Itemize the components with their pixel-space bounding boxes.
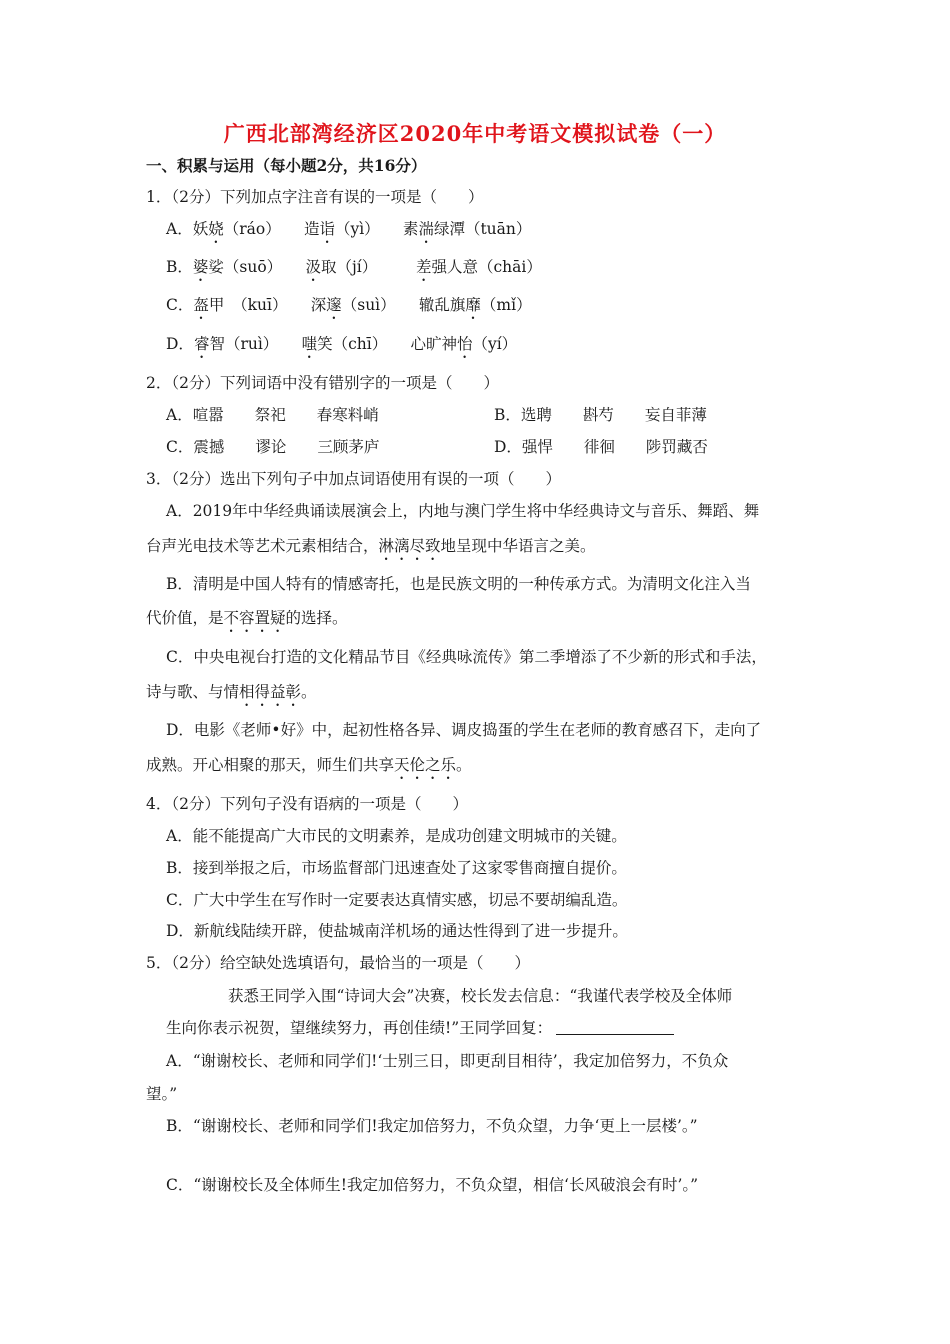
q1-option-b: B．婆娑（suō） 汲取（jí） 差强人意（chāi） (166, 258, 542, 276)
emphasis-char: 邃 (326, 296, 342, 314)
emphasis-char: 靡 (465, 296, 481, 314)
q4-option-a: A．能不能提高广大市民的文明素养，是成功创建文明城市的关键。 (166, 827, 627, 845)
emphasis-phrase: 天伦之乐 (394, 756, 457, 774)
q3-option-a-line1: A．2019年中华经典诵读展演会上，内地与澳门学生将中华经典诗文与音乐、舞蹈、舞 (166, 502, 760, 520)
emphasis-char: 嗤 (301, 335, 318, 353)
emphasis-char: 盔 (193, 296, 209, 314)
q5-option-b: B．“谢谢校长、老师和同学们!我定加倍努力，不负众望，力争‘更上一层楼’。” (166, 1117, 698, 1135)
emphasis-char: 差 (415, 258, 432, 276)
q1-option-d: D．睿智（ruì） 嗤笑（chī） 心旷神怡（yí） (166, 335, 518, 353)
page-title: 广西北部湾经济区2020年中考语文模拟试卷（一） (223, 121, 727, 146)
q2-stem: 2．（2分）下列词语中没有错别字的一项是（ ） (146, 374, 499, 392)
q1-option-c: C．盔甲 （kuī） 深邃（suì） 辙乱旗靡（mǐ） (166, 296, 532, 314)
emphasis-phrase: 不容置疑 (223, 609, 286, 627)
emphasis-char: 湍 (418, 220, 434, 238)
q5-option-a-line1: A．“谢谢校长、老师和同学们!‘士别三日，即更刮目相待’，我定加倍努力，不负众 (166, 1052, 729, 1070)
q3-option-d-line2: 成熟。开心相聚的那天，师生们共享天伦之乐。 (146, 756, 472, 774)
emphasis-char: 怡 (456, 335, 473, 353)
q5-passage-line1: 获悉王同学入围“诗词大会”决赛，校长发去信息：“我谨代表学校及全体师 (228, 987, 733, 1005)
emphasis-char: 诣 (319, 220, 335, 238)
q5-option-a-line2: 望。” (146, 1085, 178, 1103)
emphasis-char: 婆 (192, 258, 209, 276)
q3-option-c-line1: C．中央电视台打造的文化精品节目《经典咏流传》第二季增添了不少新的形式和手法， (166, 648, 767, 666)
q3-option-b-line1: B．清明是中国人特有的情感寄托，也是民族文明的一种传承方式。为清明文化注入当 (166, 575, 751, 593)
answer-blank (556, 1018, 674, 1035)
q5-option-c: C．“谢谢校长及全体师生!我定加倍努力，不负众望，相信‘长风破浪会有时’。” (166, 1176, 699, 1194)
section-heading: 一、积累与运用（每小题2分，共16分） (146, 156, 427, 175)
emphasis-char: 娆 (208, 220, 224, 238)
emphasis-char: 睿 (193, 335, 210, 353)
emphasis-phrase: 淋漓尽致 (378, 537, 441, 555)
q5-stem: 5．（2分）给空缺处选填语句，最恰当的一项是（ ） (146, 954, 530, 972)
q1-option-a: A．妖娆（ráo） 造诣（yì） 素湍绿潭（tuān） (166, 220, 532, 238)
q4-stem: 4．（2分）下列句子没有语病的一项是（ ） (146, 795, 468, 813)
q3-option-d-line1: D．电影《老师•好》中，起初性格各异、调皮捣蛋的学生在老师的教育感召下，走向了 (166, 721, 762, 739)
q3-option-b-line2: 代价值，是不容置疑的选择。 (146, 609, 348, 627)
q4-option-d: D．新航线陆续开辟，使盐城南洋机场的通达性得到了进一步提升。 (166, 922, 628, 940)
q3-stem: 3．（2分）选出下列句子中加点词语使用有误的一项（ ） (146, 470, 561, 488)
q4-option-b: B．接到举报之后，市场监督部门迅速查处了这家零售商擅自提价。 (166, 859, 627, 877)
q2-option-a: A．喧嚣 祭祀 春寒料峭 (166, 406, 379, 424)
q5-passage-line2: 生向你表示祝贺，望继续努力，再创佳绩!”王同学回复： (166, 1017, 674, 1039)
q4-option-c: C．广大中学生在写作时一定要表达真情实感，切忌不要胡编乱造。 (166, 891, 628, 909)
q2-option-c: C．震撼 谬论 三顾茅庐 (166, 438, 380, 456)
q3-option-c-line2: 诗与歌、与情相得益彰。 (146, 683, 317, 701)
q3-option-a-line2: 台声光电技术等艺术元素相结合，淋漓尽致地呈现中华语言之美。 (146, 537, 596, 555)
emphasis-phrase: 相得益彰 (239, 683, 302, 701)
q2-option-b: B．选聘 斟芍 妄自菲薄 (494, 406, 707, 424)
emphasis-char: 汲 (305, 258, 321, 276)
q1-stem: 1．（2分）下列加点字注音有误的一项是（ ） (146, 188, 484, 206)
q2-option-d: D．强悍 徘徊 陟罚藏否 (494, 438, 708, 456)
